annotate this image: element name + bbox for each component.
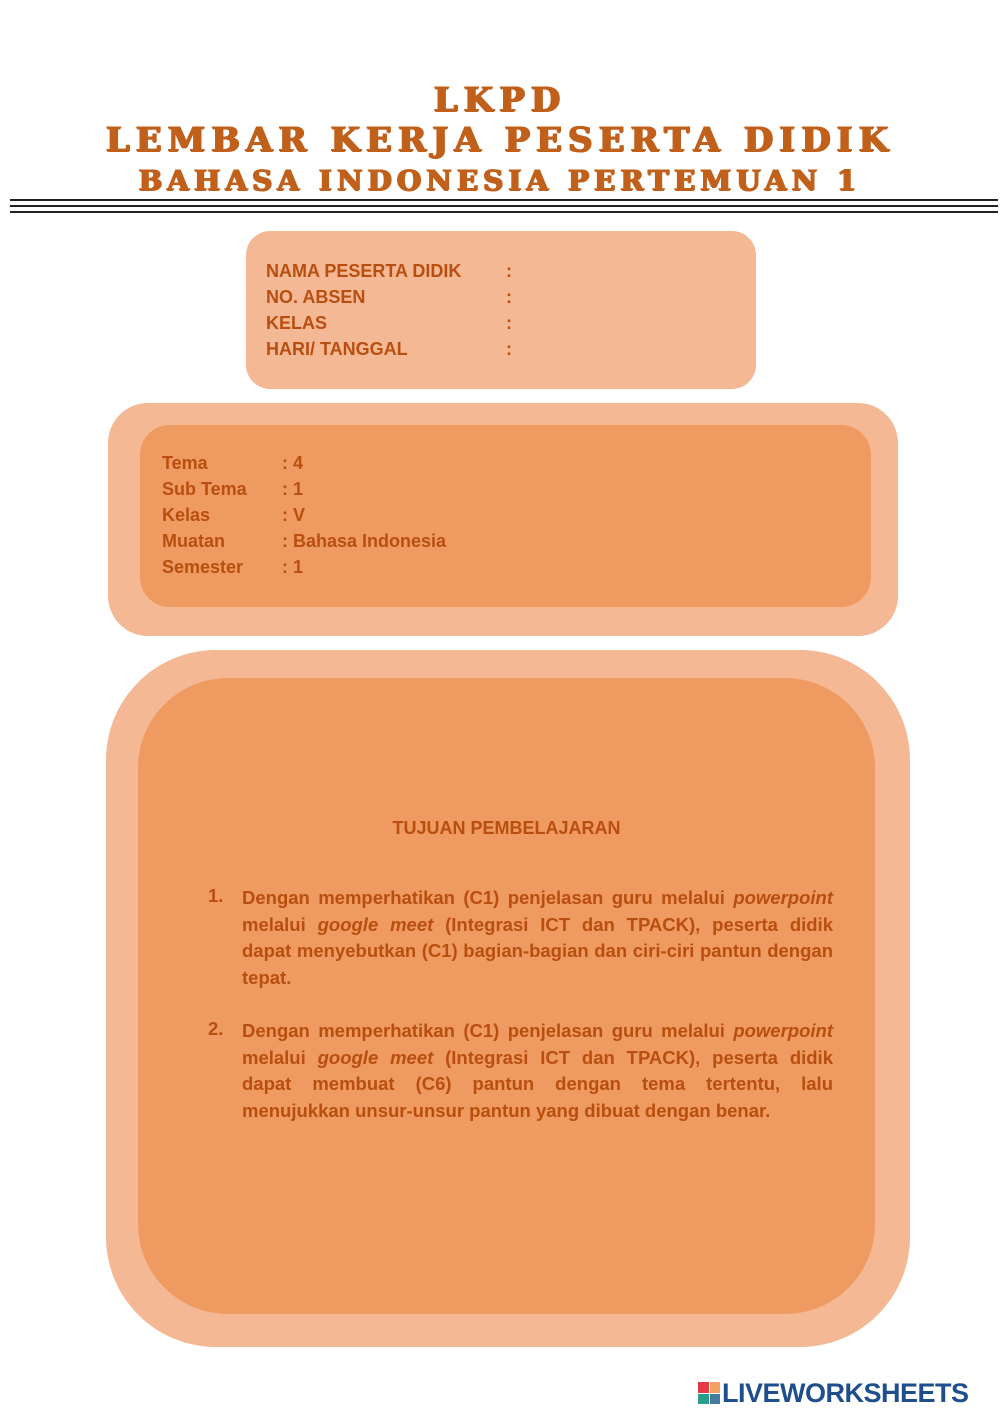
identity-label: HARI/ TANGGAL bbox=[266, 339, 408, 359]
meta-label: Muatan bbox=[162, 531, 225, 551]
goal-text: Dengan memperhatikan (C1) penjelasan guru melalui powerpoint melalui google meet (Integrasi ICT dan TPACK), peserta didik dapat membuat (C6) pantun dengan tema tertentu, lalu menujukkan unsur-unsur pantun yang dibuat dengan benar. bbox=[242, 1020, 833, 1121]
meta-label: Semester bbox=[162, 557, 244, 577]
header-rule bbox=[10, 199, 998, 201]
meta-value: : Bahasa Indonesia bbox=[282, 531, 447, 551]
identity-colon: : bbox=[506, 261, 512, 281]
meta-label: Tema bbox=[162, 453, 208, 473]
meta-value: : 1 bbox=[282, 557, 304, 577]
identity-label: NAMA PESERTA DIDIK bbox=[266, 261, 462, 281]
meta-value: : 1 bbox=[282, 479, 304, 499]
identity-colon: : bbox=[506, 339, 512, 359]
identity-label: NO. ABSEN bbox=[266, 287, 366, 307]
goal-number: 2. bbox=[208, 1018, 224, 1039]
goal-number: 1. bbox=[208, 885, 224, 906]
lesson-meta-box bbox=[108, 403, 898, 636]
goal-text: Dengan memperhatikan (C1) penjelasan guru melalui powerpoint melalui google meet (Integrasi ICT dan TPACK), peserta didik dapat menyebutkan (C1) bagian-bagian dan ciri-ciri pantun dengan tepat. bbox=[242, 887, 833, 988]
title-subject-meeting: BAHASA INDONESIA PERTEMUAN 1 bbox=[138, 164, 862, 197]
learning-goals-panel bbox=[138, 678, 875, 1314]
identity-colon: : bbox=[506, 287, 512, 307]
identity-colon: : bbox=[506, 313, 512, 333]
student-identity-box bbox=[246, 231, 756, 389]
identity-label: KELAS bbox=[266, 313, 328, 333]
title-lkpd: LKPD bbox=[433, 80, 567, 120]
lesson-meta-panel bbox=[140, 425, 871, 607]
liveworksheets-logo-icon bbox=[698, 1382, 720, 1404]
meta-value: : 4 bbox=[282, 453, 304, 473]
meta-label: Sub Tema bbox=[162, 479, 247, 499]
header-rule bbox=[10, 205, 998, 207]
learning-goals-box bbox=[106, 650, 910, 1347]
goals-heading: TUJUAN PEMBELAJARAN bbox=[392, 818, 621, 838]
header-rule bbox=[10, 211, 998, 213]
liveworksheets-wordmark: LIVEWORKSHEETS bbox=[722, 1377, 969, 1408]
meta-label: Kelas bbox=[162, 505, 211, 525]
liveworksheets-logo bbox=[698, 1378, 969, 1408]
meta-value: : V bbox=[282, 505, 306, 525]
title-lembar-kerja: LEMBAR KERJA PESERTA DIDIK bbox=[105, 120, 895, 160]
